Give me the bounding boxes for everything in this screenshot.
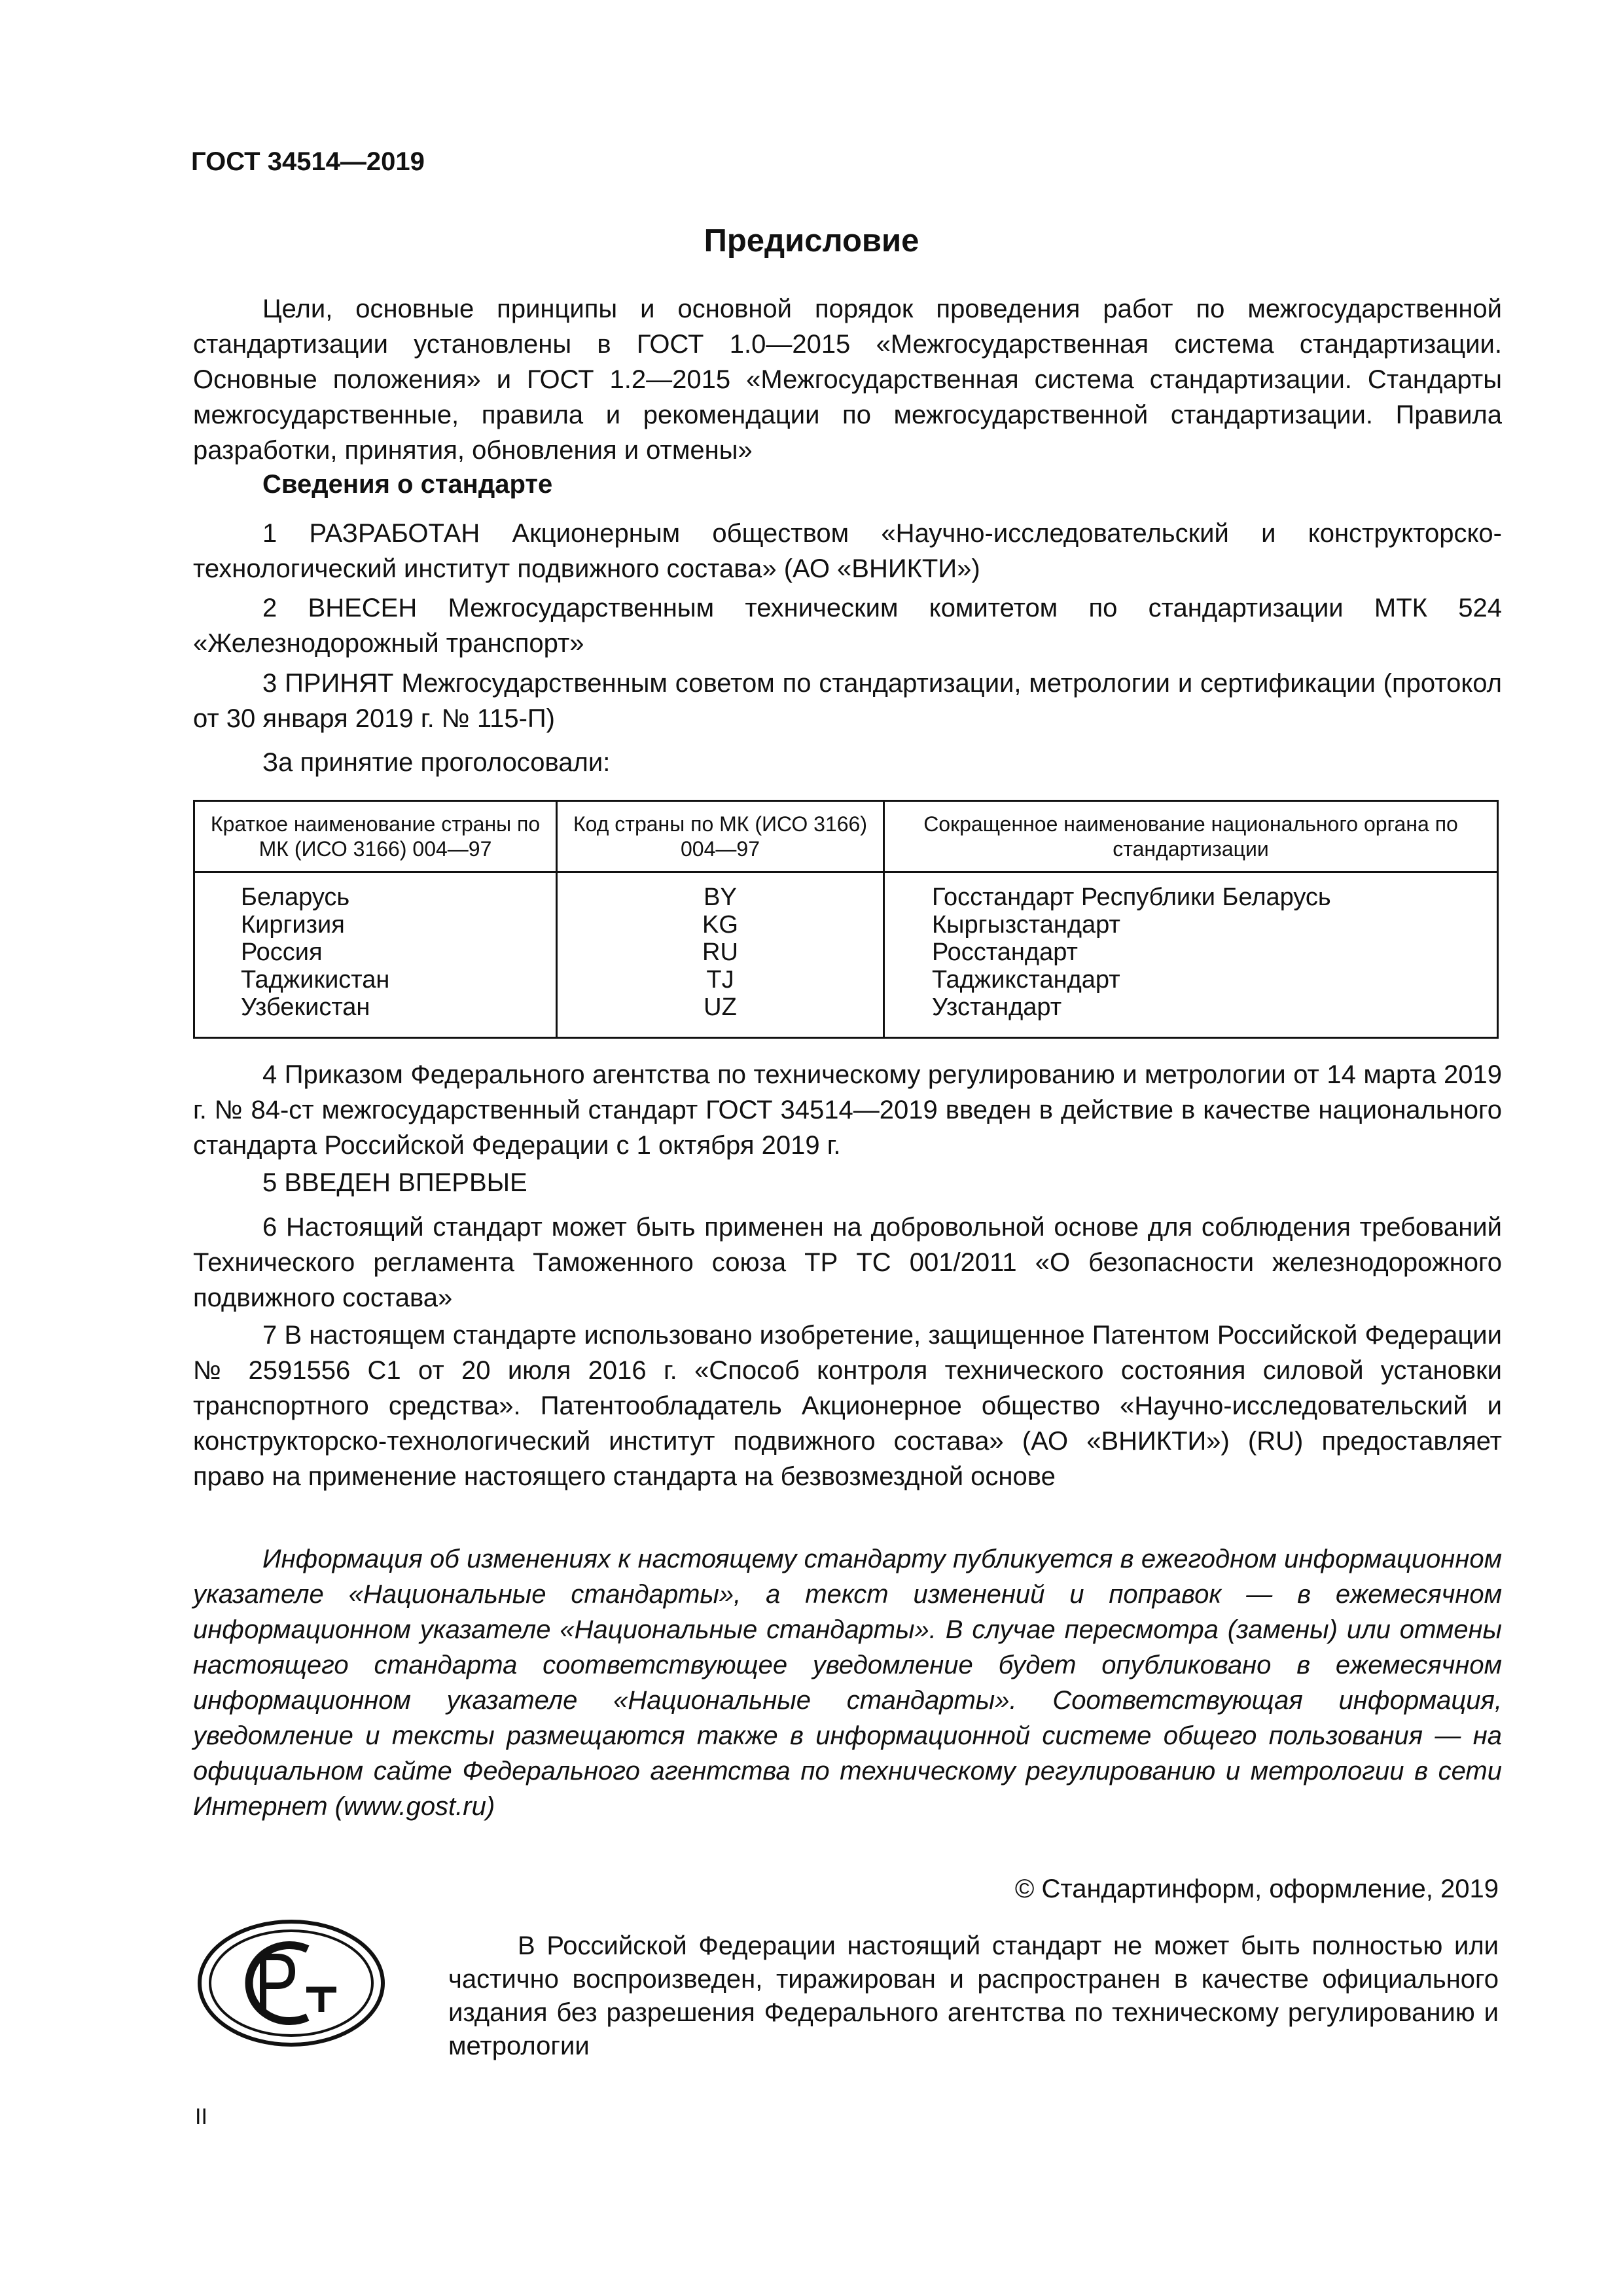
item-7-text: 7 В настоящем стандарте использовано изобретение, защищенное Патентом Российской Федерации № 2591556 С1 от 20 июля 2016 г. «Способ контроля технического состояния силовой установки транспортного средства». Патентообладатель Акционерное общество «Научно-исследовательский и конструкторско-технологический институт подвижного состава» (АО «ВНИКТИ») (RU) предоставляет право на применение настоящего стандарта на безвозмездной основе: [193, 1321, 1502, 1491]
country-name: Беларусь: [241, 884, 350, 911]
item-1: [193, 516, 1502, 586]
country-codes-cell: [557, 872, 884, 1038]
copyright: © Стандартинформ, оформление, 2019: [1014, 1874, 1499, 1903]
item-3-text: 3 ПРИНЯТ Межгосударственным советом по стандартизации, метрологии и сертификации (протокол от 30 января 2019 г. № 115-П): [193, 669, 1502, 733]
item-3: [193, 666, 1502, 736]
item-5: [193, 1165, 1502, 1200]
item-7: [193, 1318, 1502, 1494]
country-code: UZ: [704, 994, 737, 1021]
item-6-text: 6 Настоящий стандарт может быть применен на добровольной основе для соблюдения требований Технического регламента Таможенного союза ТР ТС 001/2011 «О безопасности железнодорожного подвижного состава»: [193, 1213, 1502, 1312]
country-name: Россия: [241, 939, 323, 966]
table-header-code: Код страны по МК (ИСО 3166) 004—97: [557, 801, 884, 872]
voting-table: [193, 800, 1499, 1039]
table-header-body: Сокращенное наименование национального органа по стандартизации: [884, 801, 1498, 872]
table-row: [194, 872, 1498, 1038]
country-names-cell: [194, 872, 557, 1038]
standards-body: Узстандарт: [932, 994, 1062, 1021]
vote-label-text: За принятие проголосовали:: [262, 748, 611, 777]
gost-r-certification-mark-icon: [196, 1918, 386, 2049]
standards-body: Росстандарт: [932, 939, 1078, 966]
country-code: TJ: [706, 966, 734, 994]
item-4-text: 4 Приказом Федерального агентства по техническому регулированию и метрологии от 14 марта 2019 г. № 84-ст межгосударственный стандарт ГОСТ 34514—2019 введен в действие в качестве национального стандарта Российской Федерации с 1 октября 2019 г.: [193, 1060, 1502, 1160]
changes-info: [193, 1541, 1502, 1824]
page-title: Предисловие: [704, 223, 919, 259]
item-6: [193, 1210, 1502, 1316]
section-subtitle: Сведения о стандарте: [262, 470, 553, 499]
page-number: II: [195, 2104, 207, 2129]
rights-notice-text: В Российской Федерации настоящий стандарт не может быть полностью или частично воспроизведен, тиражирован и распространен в качестве официального издания без разрешения Федерального агентства по техническому регулированию и метрологии: [448, 1931, 1499, 2060]
intro-paragraph: Цели, основные принципы и основной порядок проведения работ по межгосударственной стандартизации установлены в ГОСТ 1.0—2015 «Межгосударственная система стандартизации. Основные положения» и ГОСТ 1.2—2015 «Межгосударственная система стандартизации. Стандарты межгосударственные, правила и рекомендации по межгосударственной стандартизации. Правила разработки, принятия, обновления и отмены»: [193, 295, 1502, 465]
country-name: Киргизия: [241, 911, 345, 939]
item-4: [193, 1057, 1502, 1163]
intro-section: [193, 291, 1502, 468]
item-1-text: 1 РАЗРАБОТАН Акционерным обществом «Научно-исследовательский и конструкторско-технологический институт подвижного состава» (АО «ВНИКТИ»): [193, 519, 1502, 583]
standards-bodies-cell: [884, 872, 1498, 1038]
country-code: BY: [704, 884, 737, 911]
country-name: Узбекистан: [241, 994, 370, 1021]
standards-body: Кыргызстандарт: [932, 911, 1120, 939]
country-code: KG: [702, 911, 738, 939]
country-code: RU: [702, 939, 738, 966]
country-name: Таджикистан: [241, 966, 390, 994]
item-2: [193, 590, 1502, 661]
rights-notice: [448, 1929, 1499, 2063]
standards-body: Госстандарт Республики Беларусь: [932, 884, 1331, 911]
vote-label: [193, 745, 1502, 780]
document-id: ГОСТ 34514—2019: [191, 147, 425, 176]
table-header-row: [194, 801, 1498, 872]
standards-body: Таджикстандарт: [932, 966, 1120, 994]
item-5-text: 5 ВВЕДЕН ВПЕРВЫЕ: [262, 1168, 527, 1197]
item-2-text: 2 ВНЕСЕН Межгосударственным техническим комитетом по стандартизации МТК 524 «Железнодорожный транспорт»: [193, 594, 1502, 658]
table-header-country: Краткое наименование страны по МК (ИСО 3166) 004—97: [194, 801, 557, 872]
changes-info-text: Информация об изменениях к настоящему стандарту публикуется в ежегодном информационном указателе «Национальные стандарты», а текст изменений и поправок — в ежемесячном информационном указателе «Национальные стандарты». В случае пересмотра (замены) или отмены настоящего стандарта соответствующее уведомление будет опубликовано в ежемесячном информационном указателе «Национальные стандарты». Соответствующая информация, уведомление и тексты размещаются также в информационной системе общего пользования — на официальном сайте Федерального агентства по техническому регулированию и метрологии в сети Интернет (www.gost.ru): [193, 1545, 1502, 1821]
